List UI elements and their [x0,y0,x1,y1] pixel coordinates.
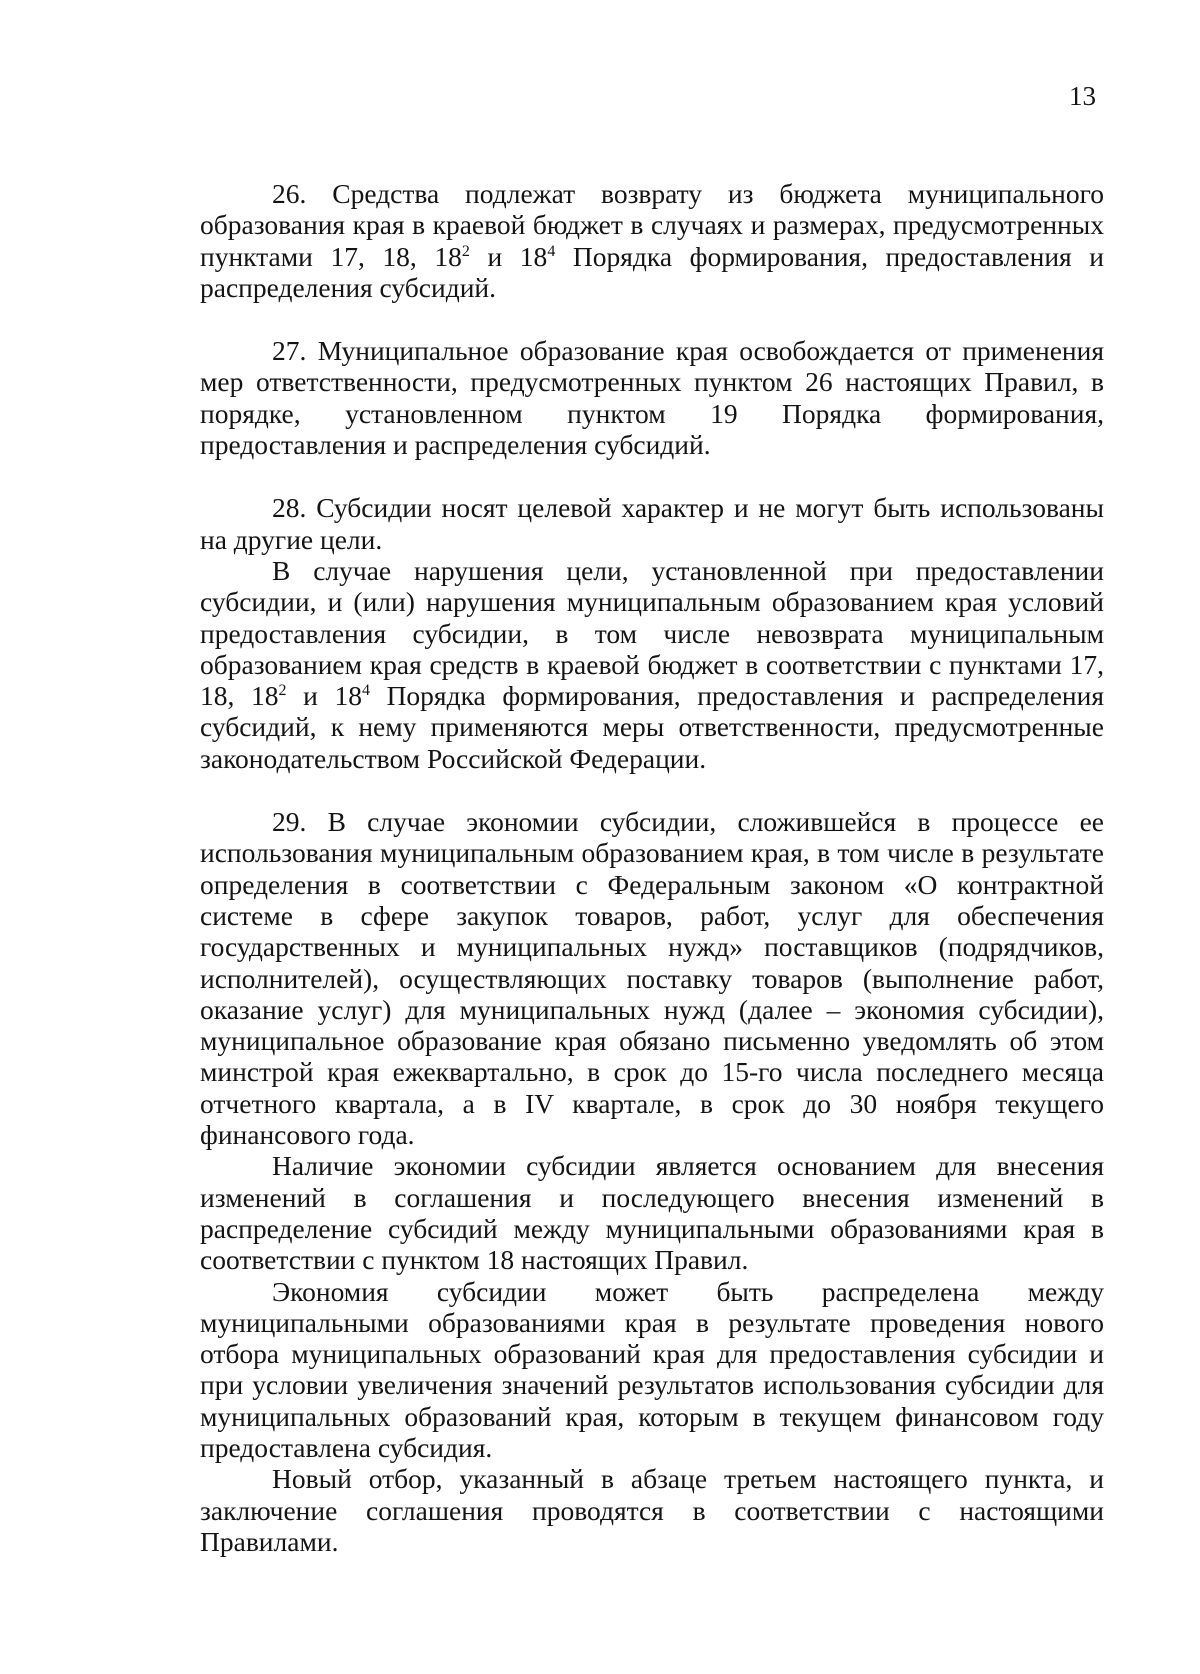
paragraph-28: 28. Субсидии носят целевой характер и не могут быть использованы на другие цели. [200,492,1104,555]
paragraph-27: 27. Муниципальное образование края освобождается от применения мер ответственности, предусмотренных пунктом 26 настоящих Правил, в порядке, установленном пунктом 19 Порядка формирования, предоставления и распределения субсидий. [200,335,1104,461]
paragraph-29-savings-distribution: Экономия субсидии может быть распределена между муниципальными образованиями края в результате проведения нового отбора муниципальных образований края для предоставления субсидии и при условии увеличения значений результатов использования субсидии для муниципальных образований края, которым в текущем финансовом году предоставлена субсидия. [200,1275,1104,1463]
paragraph-28-violation-text-b: и 18 [286,680,362,712]
paragraph-26-text-c: Порядка формирования, предоставления и распределения субсидий. [200,240,1104,303]
paragraph-26-text-b: и 18 [469,240,548,272]
paragraph-28-violation-superscript-2: 4 [361,682,370,700]
paragraph-28-violation-text-c: Порядка формирования, предоставления и распределения субсидий, к нему применяются меры ответственности, предусмотренные законодательством Российской Федерации. [200,680,1105,774]
document-body [200,178,1104,1557]
paragraph-28-violation [200,555,1104,774]
paragraph-28-violation-text-a: В случае нарушения цели, установленной при предоставлении субсидии, и (или) нарушения муниципальным образованием края условий предоставления субсидии, в том числе невозврата муниципальным образованием края средств в краевой бюджет в соответствии с пунктами 17, 18, 18 [200,554,1104,712]
paragraph-29-savings-basis: Наличие экономии субсидии является основанием для внесения изменений в соглашения и последующего внесения изменений в распределение субсидий между муниципальными образованиями края в соответствии с пунктом 18 настоящих Правил. [200,1150,1104,1276]
paragraph-26-superscript-2: 4 [547,242,556,260]
paragraph-26 [200,178,1104,303]
page-number: 13 [1069,81,1096,111]
paragraph-29-new-selection: Новый отбор, указанный в абзаце третьем настоящего пункта, и заключение соглашения проводятся в соответствии с настоящими Правилами. [200,1463,1104,1557]
paragraph-26-superscript-1: 2 [461,242,470,260]
paragraph-26-text-a: 26. Средства подлежат возврату из бюджета муниципального образования края в краевой бюджет в случаях и размерах, предусмотренных пунктами 17, 18, 18 [200,178,1104,272]
paragraph-29: 29. В случае экономии субсидии, сложившейся в процессе ее использования муниципальным образованием края, в том числе в результате определения в соответствии с Федеральным законом «О контрактной системе в сфере закупок товаров, работ, услуг для обеспечения государственных и муниципальных нужд» поставщиков (подрядчиков, исполнителей), осуществляющих поставку товаров (выполнение работ, оказание услуг) для муниципальных нужд (далее – экономия субсидии), муниципальное образование края обязано письменно уведомлять об этом минстрой края ежеквартально, в срок до 15-го числа последнего месяца отчетного квартала, а в IV квартале, в срок до 30 ноября текущего финансового года. [200,806,1104,1151]
paragraph-28-violation-superscript-1: 2 [278,682,287,700]
